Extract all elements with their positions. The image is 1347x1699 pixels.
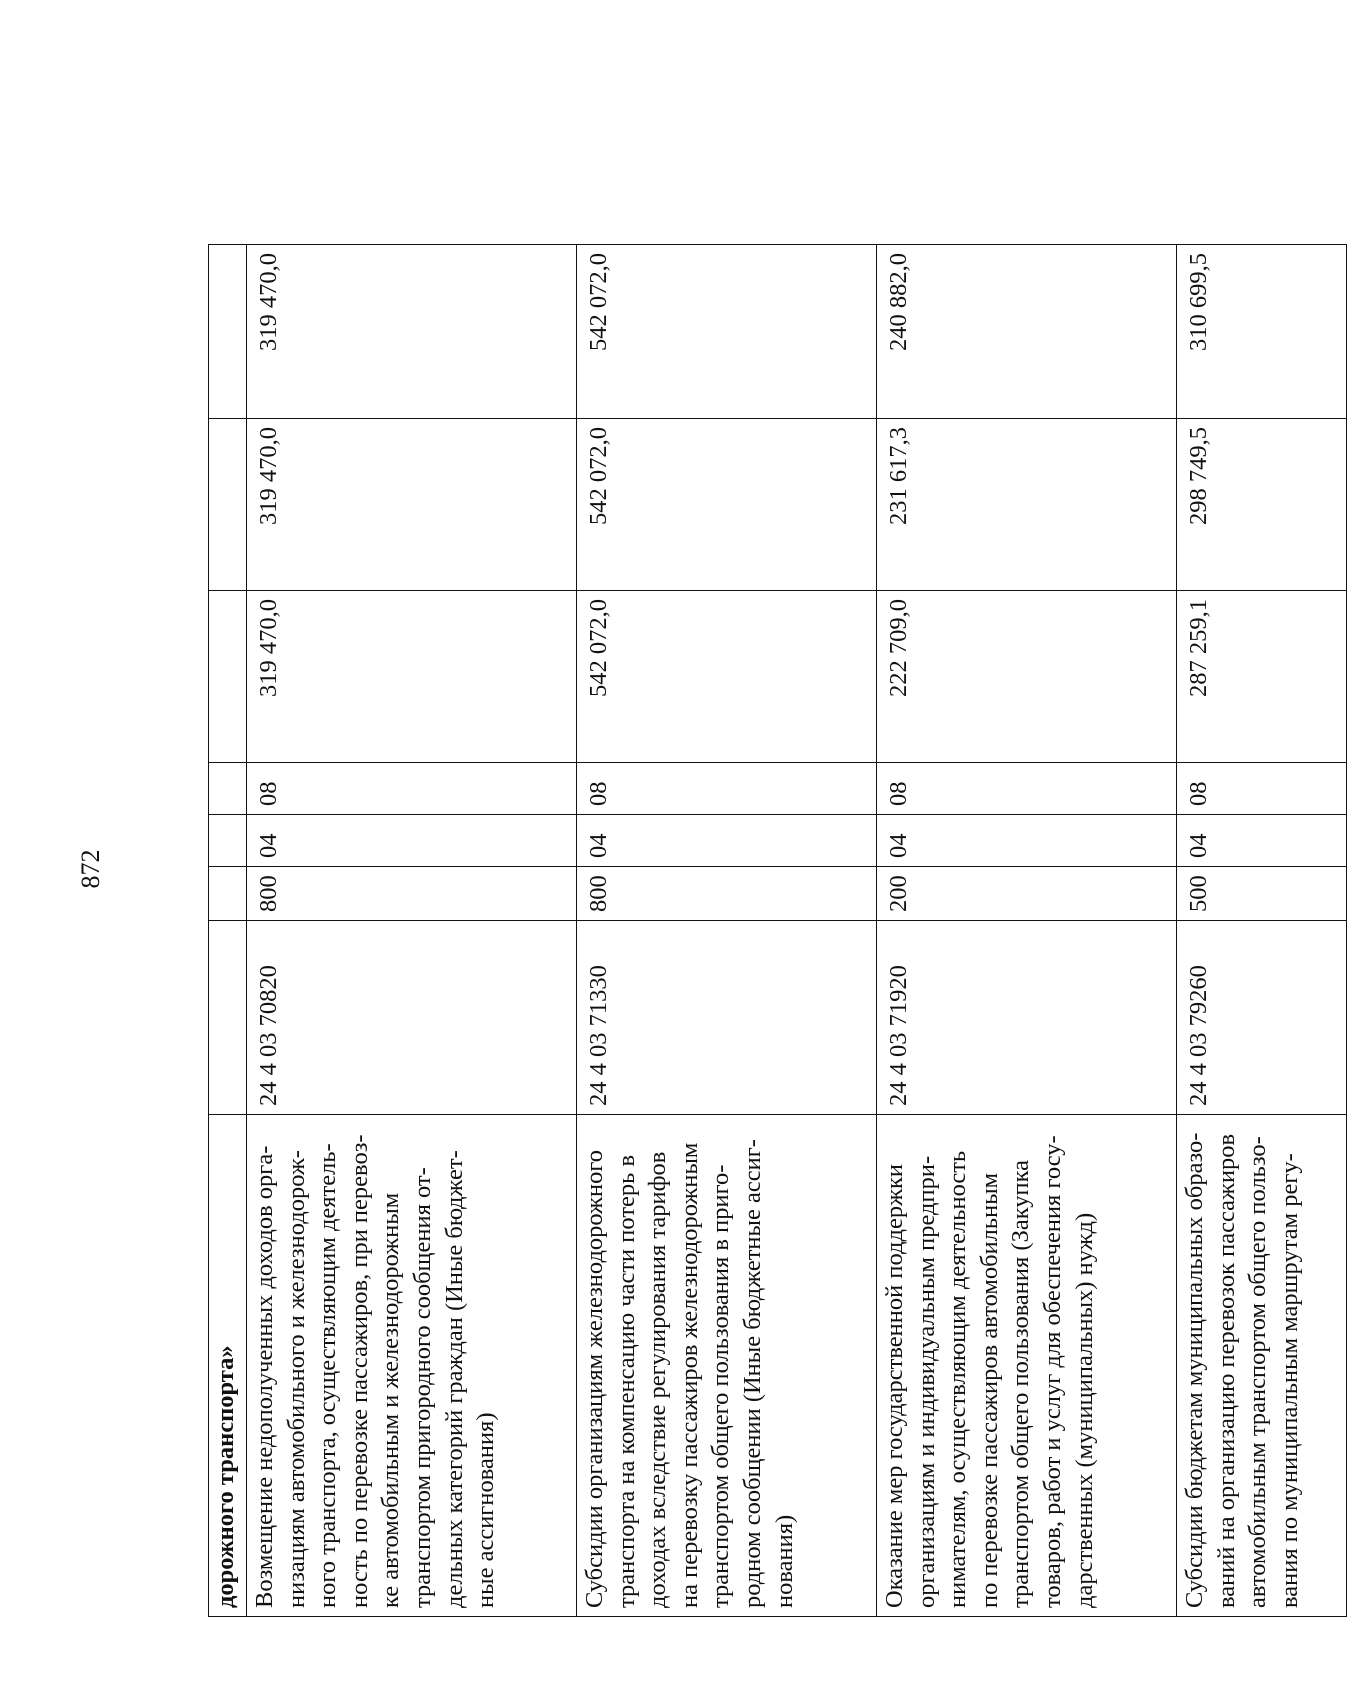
cell-header-amount-3: [209, 245, 247, 419]
cell-expense-type: 800: [577, 867, 877, 921]
expense-name-line: товаров, работ и услуг для обеспечения госу-: [1038, 1135, 1066, 1608]
table-row-header-continuation: [209, 245, 247, 1617]
expense-name-line: организациям и индивидуальным предпри-: [912, 1155, 940, 1608]
cell-amount-2: 298 749,5: [1177, 419, 1347, 591]
cell-amount-2: 542 072,0: [577, 419, 877, 591]
cell-section: 04: [247, 815, 577, 867]
cell-expense-name: [577, 1115, 877, 1617]
table-row: [877, 245, 1177, 1617]
expense-name-line: нимателям, осуществляющим деятельность: [944, 1150, 972, 1608]
cell-target-code: 24 4 03 71920: [877, 921, 1177, 1115]
cell-amount-2: 319 470,0: [247, 419, 577, 591]
expense-name-line: ные ассигнования): [472, 1412, 500, 1608]
expense-name-line: на перевозку пассажиров железнодорожным: [675, 1142, 703, 1608]
expense-name-line: родном сообщении (Иные бюджетные ассиг-: [738, 1139, 766, 1608]
expense-name-line: дарственных (муниципальных) нужд): [1070, 1212, 1098, 1608]
expense-name-line: нования): [770, 1514, 798, 1608]
cell-amount-3: 240 882,0: [877, 245, 1177, 419]
cell-header-name: [209, 1115, 247, 1617]
cell-amount-2: 231 617,3: [877, 419, 1177, 591]
expense-name-line: дельных категорий граждан (Иные бюджет-: [440, 1150, 468, 1608]
cell-header-target-code: [209, 921, 247, 1115]
cell-expense-type: 800: [247, 867, 577, 921]
expense-name-line: Субсидии бюджетам муниципальных образо-: [1181, 1132, 1208, 1608]
cell-amount-3: 310 699,5: [1177, 245, 1347, 419]
page-number: 872: [76, 849, 105, 889]
expense-name-line: транспортом общего пользования в приго-: [707, 1164, 735, 1608]
cell-amount-1: 542 072,0: [577, 591, 877, 763]
cell-amount-1: 319 470,0: [247, 591, 577, 763]
expense-name-line: транспорта на компенсацию части потерь в: [612, 1154, 640, 1608]
expense-name-line: ного транспорта, осуществляющим деятель-: [314, 1143, 342, 1608]
expense-name-line: транспортом общего пользования (Закупка: [1007, 1159, 1035, 1608]
budget-table: [208, 244, 1347, 1617]
cell-target-code: 24 4 03 71330: [577, 921, 877, 1115]
expense-name-line: низациям автомобильного и железнодорож-: [282, 1150, 310, 1608]
expense-name-line: ваний на организацию перевозок пассажиров: [1212, 1133, 1240, 1608]
cell-header-section: [209, 815, 247, 867]
cell-expense-type: 200: [877, 867, 1177, 921]
header-label: дорожного транспорта»: [212, 1345, 239, 1608]
expense-name-line: доходах вследствие регулирования тарифов: [644, 1151, 672, 1608]
expense-name-line: по перевозке пассажиров автомобильным: [975, 1172, 1003, 1608]
cell-header-subsection: [209, 763, 247, 815]
table-row: [577, 245, 877, 1617]
expense-name-line: ность по перевозке пассажиров, при перевоз-: [345, 1134, 373, 1608]
cell-subsection: 08: [1177, 763, 1347, 815]
cell-subsection: 08: [247, 763, 577, 815]
table-body: [209, 245, 1347, 1617]
cell-section: 04: [1177, 815, 1347, 867]
cell-expense-name: [1177, 1115, 1347, 1617]
cell-amount-3: 319 470,0: [247, 245, 577, 419]
expense-name-line: транспортом пригородного сообщения от-: [408, 1167, 436, 1608]
table-row: [1177, 245, 1347, 1617]
cell-target-code: 24 4 03 79260: [1177, 921, 1347, 1115]
cell-section: 04: [877, 815, 1177, 867]
cell-header-amount-2: [209, 419, 247, 591]
cell-amount-1: 222 709,0: [877, 591, 1177, 763]
expense-name-line: вания по муниципальным маршрутам регу-: [1275, 1153, 1303, 1608]
expense-name-line: Субсидии организациям железнодорожного: [581, 1149, 608, 1608]
cell-header-expense-type: [209, 867, 247, 921]
cell-header-amount-1: [209, 591, 247, 763]
cell-subsection: 08: [577, 763, 877, 815]
cell-target-code: 24 4 03 70820: [247, 921, 577, 1115]
cell-subsection: 08: [877, 763, 1177, 815]
cell-section: 04: [577, 815, 877, 867]
cell-expense-name: [877, 1115, 1177, 1617]
expense-name-line: Оказание мер государственной поддержки: [881, 1163, 908, 1608]
expense-name-line: автомобильным транспортом общего пользо-: [1244, 1136, 1272, 1608]
expense-name-line: Возмещение недополученных доходов орга-: [251, 1145, 278, 1608]
table-row: [247, 245, 577, 1617]
expense-name-line: ке автомобильным и железнодорожным: [377, 1192, 405, 1608]
cell-expense-type: 500: [1177, 867, 1347, 921]
cell-amount-3: 542 072,0: [577, 245, 877, 419]
cell-amount-1: 287 259,1: [1177, 591, 1347, 763]
cell-expense-name: [247, 1115, 577, 1617]
